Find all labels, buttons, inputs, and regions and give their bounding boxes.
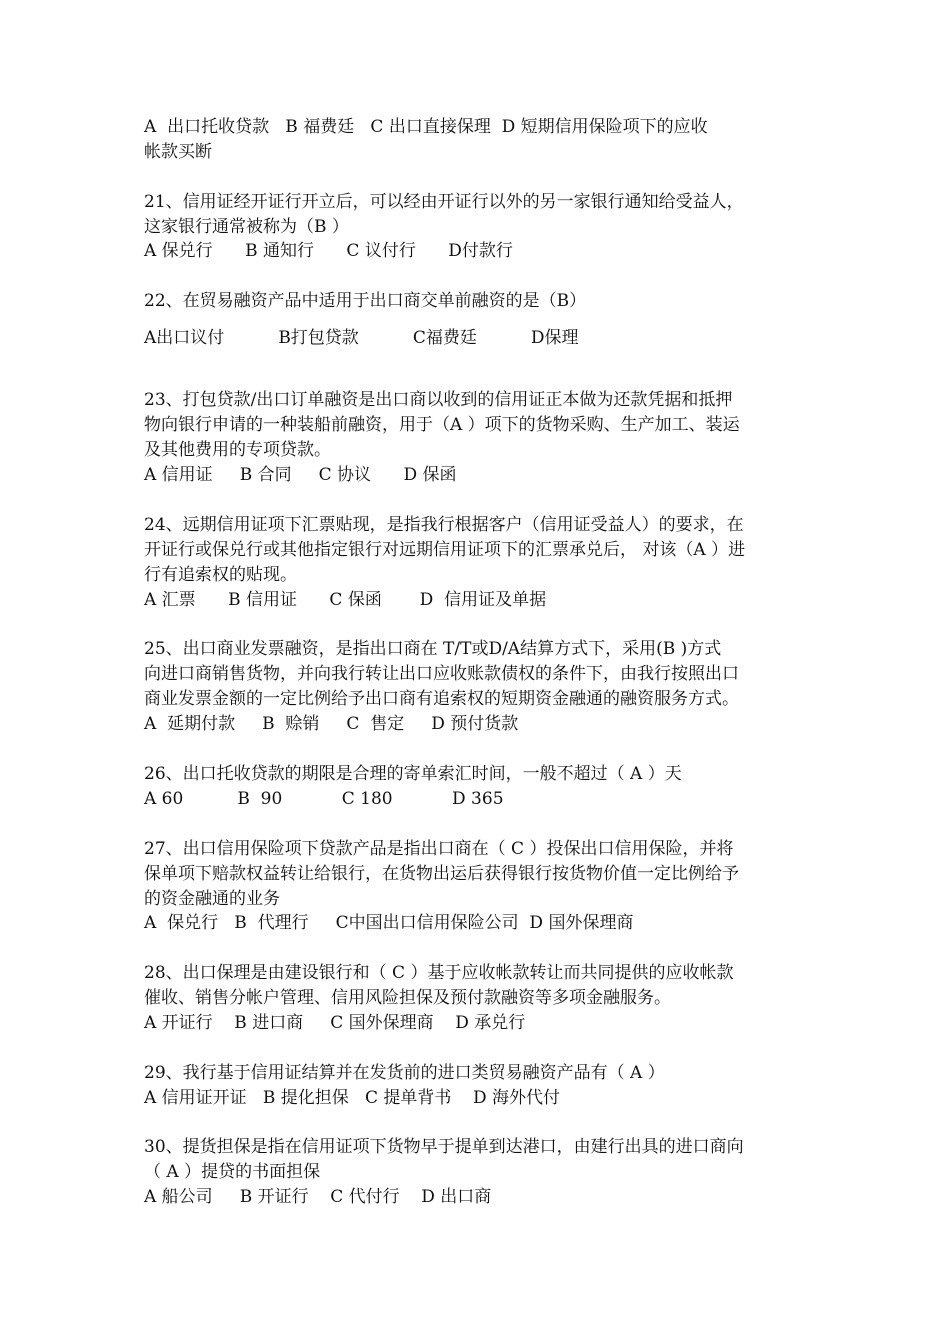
- text-line: A 开证行 B 进口商 C 国外保理商 D 承兑行: [144, 1013, 526, 1033]
- text-line: A 信用证开证 B 提化担保 C 提单背书 D 海外代付: [144, 1088, 561, 1108]
- text-line: 保单项下赔款权益转让给银行，在货物出运后获得银行按货物价值一定比例给予: [144, 864, 739, 884]
- text-line: 帐款买断: [144, 142, 212, 162]
- text-line: 及其他费用的专项贷款。: [144, 440, 331, 460]
- text-line: 22、在贸易融资产品中适用于出口商交单前融资的是（B）: [144, 291, 587, 311]
- text-line: A 信用证 B 合同 C 协议 D 保函: [144, 465, 457, 485]
- text-line: 27、出口信用保险项下贷款产品是指出口商在（ C ）投保出口信用保险，并将: [144, 839, 734, 859]
- text-line: 21、信用证经开证行开立后，可以经由开证行以外的另一家银行通知给受益人，: [144, 192, 744, 212]
- text-line: A 保兑行 B 通知行 C 议付行 D付款行: [144, 241, 513, 261]
- text-line: 25、出口商业发票融资，是指出口商在 T/T或D/A结算方式下，采用(B )方式: [144, 639, 722, 659]
- text-line: A出口议付 B打包贷款 C福费廷 D保理: [144, 328, 579, 348]
- text-line: A 汇票 B 信用证 C 保函 D 信用证及单据: [144, 590, 547, 610]
- text-line: 物向银行申请的一种装船前融资，用于（A ）项下的货物采购、生产加工、装运: [144, 415, 740, 435]
- text-line: A 出口托收贷款 B 福费廷 C 出口直接保理 D 短期信用保险项下的应收: [144, 117, 708, 137]
- text-line: 行有追索权的贴现。: [144, 565, 297, 585]
- text-line: 向进口商销售货物，并向我行转让出口应收账款债权的条件下，由我行按照出口: [144, 664, 739, 684]
- text-line: A 60 B 90 C 180 D 365: [144, 789, 504, 809]
- text-line: （ A ）提贷的书面担保: [144, 1162, 321, 1182]
- text-line: 这家银行通常被称为（B ）: [144, 217, 349, 237]
- text-line: 商业发票金额的一定比例给予出口商有追索权的短期资金融通的融资服务方式。: [144, 689, 739, 709]
- text-line: A 保兑行 B 代理行 C中国出口信用保险公司 D 国外保理商: [144, 913, 634, 933]
- text-line: A 船公司 B 开证行 C 代付行 D 出口商: [144, 1187, 492, 1207]
- text-line: 24、远期信用证项下汇票贴现，是指我行根据客户（信用证受益人）的要求，在: [144, 515, 744, 535]
- text-line: 28、出口保理是由建设银行和（ C ）基于应收帐款转让而共同提供的应收帐款: [144, 963, 734, 983]
- text-line: 催收、销售分帐户管理、信用风险担保及预付款融资等多项金融服务。: [144, 988, 671, 1008]
- text-line: 开证行或保兑行或其他指定银行对远期信用证项下的汇票承兑后， 对该（A ）进: [144, 540, 746, 560]
- text-line: 的资金融通的业务: [144, 889, 280, 909]
- text-line: 30、提货担保是指在信用证项下货物早于提单到达港口，由建行出具的进口商向: [144, 1137, 744, 1157]
- text-line: 23、打包贷款/出口订单融资是出口商以收到的信用证正本做为还款凭据和抵押: [144, 390, 733, 410]
- text-line: A 延期付款 B 赊销 C 售定 D 预付货款: [144, 714, 519, 734]
- text-line: 26、出口托收贷款的期限是合理的寄单索汇时间，一般不超过（ A ）天: [144, 764, 682, 784]
- text-line: 29、我行基于信用证结算并在发货前的进口类贸易融资产品有（ A ）: [144, 1063, 665, 1083]
